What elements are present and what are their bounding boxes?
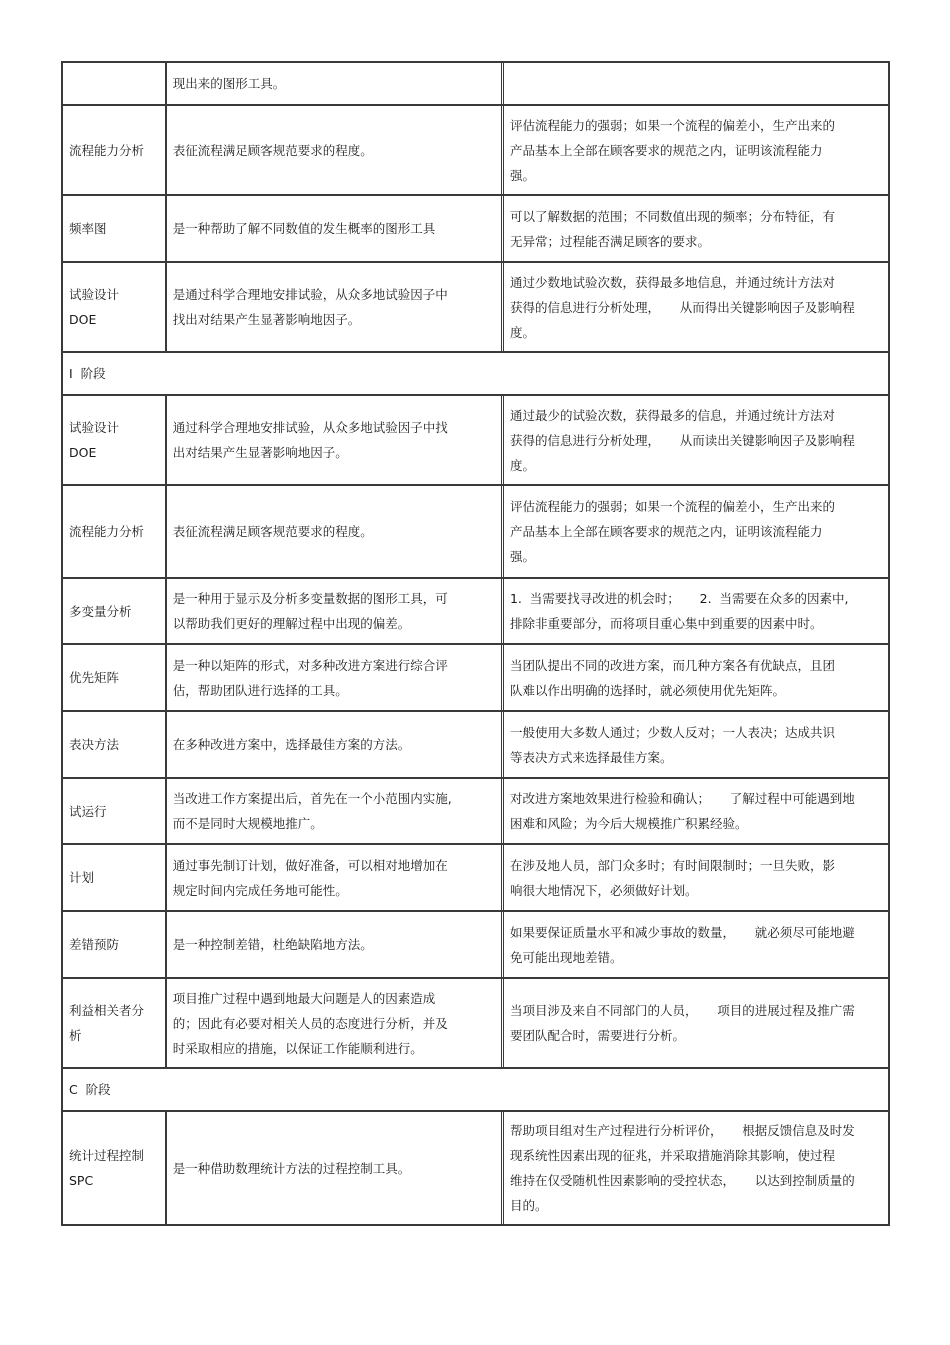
tool-usage-cell-line: 评估流程能力的强弱；如果一个流程的偏差小，生产出来的 <box>509 499 835 514</box>
tool-description-cell-line: 当改进工作方案提出后，首先在一个小范围内实施, <box>172 791 452 806</box>
table-row <box>63 979 890 1069</box>
tool-name-cell-line: SPC <box>69 1173 94 1188</box>
tool-usage-cell-line: 响很大地情况下，必须做好计划。 <box>509 882 698 898</box>
tool-usage-cell <box>504 263 890 351</box>
tool-name-cell-line: 流程能力分析 <box>69 524 145 539</box>
stage-label-text: C 阶段 <box>69 1082 111 1097</box>
table-row <box>63 396 890 486</box>
tool-name-cell-line: 优先矩阵 <box>69 670 120 685</box>
tool-usage-cell-line: 获得的信息进行分析处理， 从而得出关键影响因子及影响程 <box>509 299 855 315</box>
tool-description-cell-line: 找出对结果产生显著影响地因子。 <box>172 312 361 327</box>
tool-name-cell <box>63 579 167 643</box>
tool-description-cell <box>167 63 504 104</box>
tool-usage-cell-line: 困难和风险；为今后大规模推广积累经验。 <box>509 816 748 831</box>
stage-row <box>63 1069 890 1112</box>
table-row <box>63 1112 890 1226</box>
table-row <box>63 912 890 979</box>
table-row <box>63 63 890 106</box>
tool-usage-cell <box>504 979 890 1067</box>
tool-name-cell <box>63 912 167 977</box>
tool-usage-cell-line: 排除非重要部分，而将项目重心集中到重要的因素中时。 <box>509 616 823 631</box>
tool-usage-cell-line: 1. 当需要找寻改进的机会时； 2. 当需要在众多的因素中, <box>509 591 849 606</box>
tool-description-cell-line: 是一种用于显示及分析多变量数据的图形工具，可 <box>172 591 448 606</box>
tool-description-cell <box>167 979 504 1067</box>
stage-label <box>63 1069 890 1110</box>
tool-usage-cell <box>504 645 890 710</box>
tool-name-cell <box>63 396 167 484</box>
tool-usage-cell-line: 可以了解数据的范围；不同数值出现的频率；分布特征，有 <box>509 208 835 224</box>
stage-label-text: I 阶段 <box>69 366 106 381</box>
tool-description-cell <box>167 106 504 194</box>
tool-usage-cell-line: 现系统性因素出现的征兆，并采取措施消除其影响，使过程 <box>509 1148 835 1163</box>
tool-description-cell-line: 项目推广过程中遇到地最大问题是人的因素造成 <box>172 990 436 1006</box>
tool-name-cell-line: 利益相关者分 <box>69 1003 145 1018</box>
tool-usage-cell-line: 无异常；过程能否满足顾客的要求。 <box>509 233 710 249</box>
tool-usage-cell <box>504 712 890 777</box>
tool-description-cell <box>167 263 504 351</box>
tool-name-cell-line: 试运行 <box>69 803 107 819</box>
tool-usage-cell-line: 在涉及地人员，部门众多时；有时间限制时；一旦失败，影 <box>509 857 835 873</box>
tool-description-cell-line: 的；因此有必要对相关人员的态度进行分析，并及 <box>172 1015 448 1031</box>
tool-usage-cell-line: 评估流程能力的强弱；如果一个流程的偏差小，生产出来的 <box>509 117 835 133</box>
tool-name-cell-line: 流程能力分析 <box>69 142 145 158</box>
tool-name-cell-line: 计划 <box>69 870 95 885</box>
tool-usage-cell-line: 目的。 <box>509 1198 548 1213</box>
tool-usage-cell-line: 获得的信息进行分析处理， 从而读出关键影响因子及影响程 <box>509 432 855 448</box>
tool-description-cell <box>167 645 504 710</box>
tool-name-cell-line: DOE <box>69 312 97 327</box>
tool-usage-cell-line: 产品基本上全部在顾客要求的规范之内，证明该流程能力 <box>509 524 823 539</box>
table-row <box>63 486 890 579</box>
tool-description-cell-line: 出对结果产生显著影响地因子。 <box>172 445 348 460</box>
tool-name-cell-line: 统计过程控制 <box>69 1148 145 1163</box>
tool-usage-cell <box>504 486 890 577</box>
tool-description-cell-line: 表征流程满足顾客规范要求的程度。 <box>172 142 373 158</box>
tool-name-cell-line: DOE <box>69 445 97 460</box>
tool-usage-cell <box>504 579 890 643</box>
tool-usage-cell-line: 对改进方案地效果进行检验和确认； 了解过程中可能遇到地 <box>509 791 855 806</box>
tool-name-cell-line: 试验设计 <box>69 420 120 435</box>
tool-usage-cell-line: 通过少数地试验次数，获得最多地信息，并通过统计方法对 <box>509 274 835 290</box>
tool-description-cell-line: 规定时间内完成任务地可能性。 <box>172 882 348 898</box>
tool-description-cell-line: 而不是同时大规模地推广。 <box>172 816 323 831</box>
tool-name-cell-line: 多变量分析 <box>69 603 132 619</box>
tool-description-cell-line: 是一种借助数理统计方法的过程控制工具。 <box>172 1160 411 1176</box>
table-row <box>63 779 890 845</box>
tool-description-cell-line: 是一种以矩阵的形式，对多种改进方案进行综合评 <box>172 657 448 673</box>
table-row <box>63 579 890 645</box>
tool-description-cell-line: 是一种帮助了解不同数值的发生概率的图形工具 <box>172 221 436 236</box>
tool-usage-cell-line: 如果要保证质量水平和减少事故的数量， 就必须尽可能地避 <box>509 924 855 940</box>
table-row <box>63 196 890 263</box>
tool-name-cell <box>63 712 167 777</box>
table-row <box>63 263 890 353</box>
tool-name-cell <box>63 645 167 710</box>
table-row <box>63 645 890 712</box>
tool-usage-cell <box>504 779 890 843</box>
tool-usage-cell <box>504 396 890 484</box>
tool-name-cell <box>63 106 167 194</box>
tool-name-cell <box>63 979 167 1067</box>
tool-name-cell <box>63 263 167 351</box>
tool-usage-cell-line: 当团队提出不同的改进方案，而几种方案各有优缺点，且团 <box>509 657 835 673</box>
tool-usage-cell-line: 帮助项目组对生产过程进行分析评价， 根据反馈信息及时发 <box>509 1123 855 1138</box>
tool-description-cell <box>167 779 504 843</box>
tool-name-cell <box>63 845 167 910</box>
tool-usage-cell <box>504 845 890 910</box>
tool-description-cell-line: 通过事先制订计划，做好准备，可以相对地增加在 <box>172 857 448 873</box>
tool-usage-cell-line: 免可能出现地差错。 <box>509 949 623 965</box>
tool-name-cell <box>63 779 167 843</box>
tool-usage-cell-line: 度。 <box>509 324 535 340</box>
tool-usage-cell-line: 队难以作出明确的选择时，就必须使用优先矩阵。 <box>509 682 785 698</box>
tool-description-cell-line: 现出来的图形工具。 <box>172 76 286 91</box>
tool-name-cell <box>63 486 167 577</box>
tool-description-cell <box>167 196 504 261</box>
tool-name-cell-line: 析 <box>69 1028 82 1043</box>
tool-description-cell <box>167 845 504 910</box>
tool-description-cell <box>167 912 504 977</box>
tool-description-cell <box>167 712 504 777</box>
tool-description-cell-line: 是一种控制差错，杜绝缺陷地方法。 <box>172 937 373 952</box>
stage-label <box>63 353 890 394</box>
tool-usage-cell-line: 要团队配合时，需要进行分析。 <box>509 1028 685 1043</box>
tool-usage-cell-line: 强。 <box>509 167 535 183</box>
tool-name-cell <box>63 63 167 104</box>
tool-name-cell <box>63 196 167 261</box>
tool-description-cell <box>167 396 504 484</box>
tool-name-cell-line: 频率图 <box>69 221 107 236</box>
table-row <box>63 845 890 912</box>
tool-description-cell-line: 在多种改进方案中，选择最佳方案的方法。 <box>172 737 411 752</box>
tool-description-cell-line: 表征流程满足顾客规范要求的程度。 <box>172 524 373 539</box>
tool-description-cell <box>167 579 504 643</box>
tool-description-cell-line: 通过科学合理地安排试验，从众多地试验因子中找 <box>172 420 448 435</box>
tool-usage-cell-line: 通过最少的试验次数，获得最多的信息，并通过统计方法对 <box>509 407 835 423</box>
tool-usage-cell <box>504 63 890 104</box>
tool-description-cell-line: 是通过科学合理地安排试验，从众多地试验因子中 <box>172 287 448 302</box>
tool-usage-cell-line: 强。 <box>509 549 535 564</box>
tool-name-cell-line: 差错预防 <box>69 937 120 952</box>
tools-table <box>61 61 890 1226</box>
tool-usage-cell-line: 一般使用大多数人通过；少数人反对；一人表决；达成共识 <box>509 724 835 740</box>
tool-usage-cell-line: 度。 <box>509 457 535 473</box>
tool-name-cell-line: 试验设计 <box>69 287 120 302</box>
tool-usage-cell-line: 维持在仅受随机性因素影响的受控状态， 以达到控制质量的 <box>509 1173 855 1188</box>
tool-description-cell <box>167 1112 504 1224</box>
tool-usage-cell <box>504 196 890 261</box>
table-row <box>63 712 890 779</box>
tool-usage-cell <box>504 106 890 194</box>
tool-description-cell-line: 时采取相应的措施，以保证工作能顺利进行。 <box>172 1040 423 1056</box>
tool-usage-cell-line: 产品基本上全部在顾客要求的规范之内，证明该流程能力 <box>509 142 823 158</box>
tool-usage-cell <box>504 1112 890 1224</box>
tool-description-cell-line: 估，帮助团队进行选择的工具。 <box>172 682 348 698</box>
tool-name-cell <box>63 1112 167 1224</box>
tool-usage-cell <box>504 912 890 977</box>
tool-name-cell-line: 表决方法 <box>69 737 120 752</box>
tool-description-cell-line: 以帮助我们更好的理解过程中出现的偏差。 <box>172 616 411 631</box>
table-row <box>63 106 890 196</box>
tool-usage-cell-line: 当项目涉及来自不同部门的人员， 项目的进展过程及推广需 <box>509 1003 855 1018</box>
tool-usage-cell-line: 等表决方式来选择最佳方案。 <box>509 749 673 765</box>
tool-description-cell <box>167 486 504 577</box>
stage-row <box>63 353 890 396</box>
